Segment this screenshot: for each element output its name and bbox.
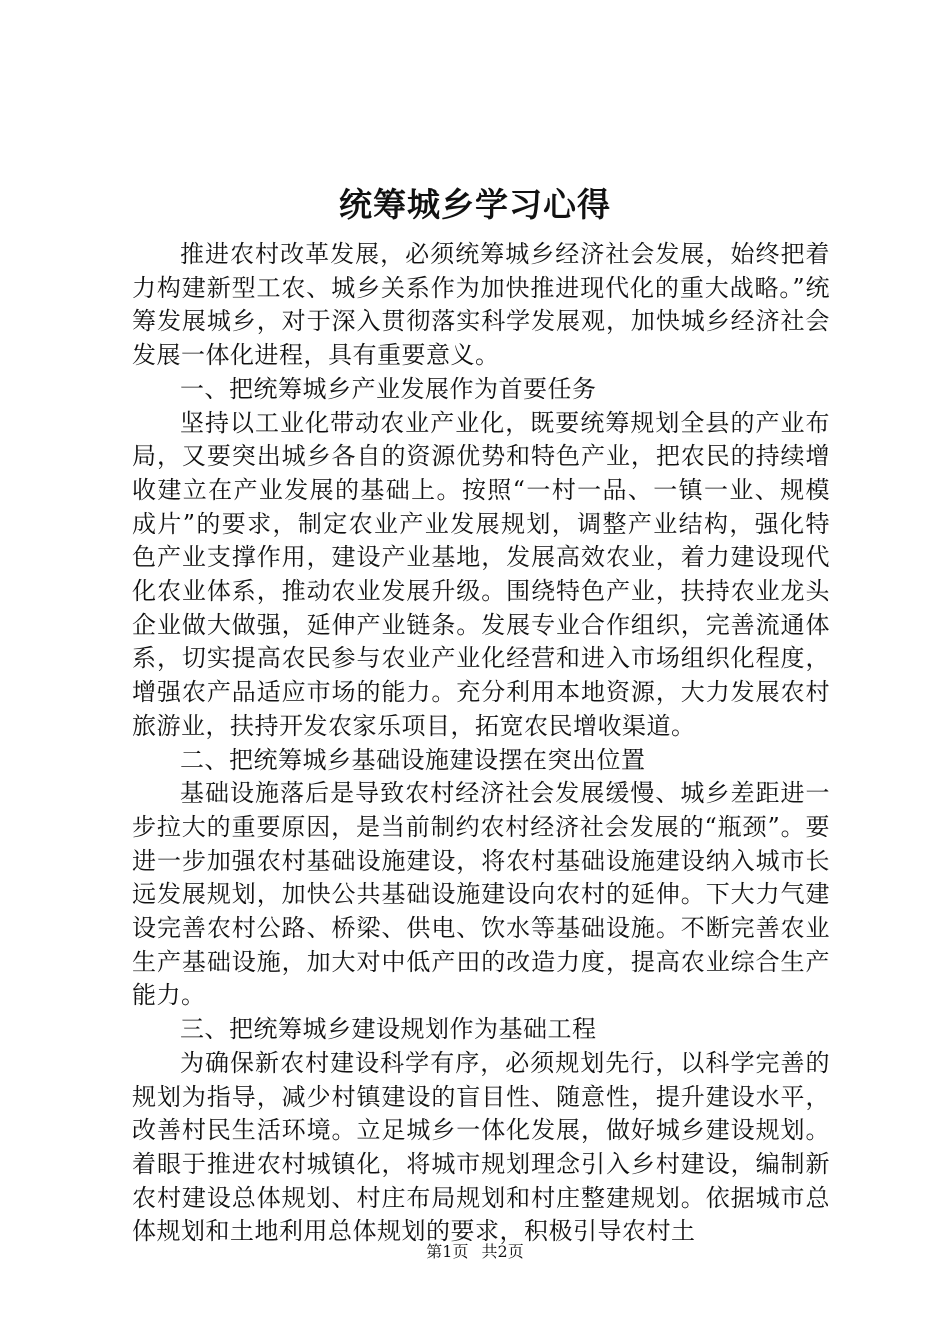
paragraph-section-3: 为确保新农村建设科学有序，必须规划先行，以科学完善的规划为指导，减少村镇建设的盲目性、随意性，提升建设水平，改善村民生活环境。立足城乡一体化发展，做好城乡建设规划。着眼于推进农村城镇化，将城市规划理念引入乡村建设，编制新农村建设总体规划、村庄布局规划和村庄整建规划。依据城市总体规划和土地利用总体规划的要求，积极引导农村土 (132, 1048, 830, 1246)
paragraph-section-2: 基础设施落后是导致农村经济社会发展缓慢、城乡差距进一步拉大的重要原因，是当前制约农村经济社会发展的“瓶颈”。要进一步加强农村基础设施建设，将农村基础设施建设纳入城市长远发展规划，加快公共基础设施建设向农村的延伸。下大力气建设完善农村公路、桥梁、供电、饮水等基础设施。不断完善农业生产基础设施，加大对中低产田的改造力度，提高农业综合生产能力。 (132, 779, 830, 1010)
paragraph-section-1: 坚持以工业化带动农业产业化，既要统筹规划全县的产业布局，又要突出城乡各自的资源优势和特色产业，把农民的持续增收建立在产业发展的基础上。按照“一村一品、一镇一业、规模成片”的要求，制定农业产业发展规划，调整产业结构，强化特色产业支撑作用，建设产业基地，发展高效农业，着力建设现代化农业体系，推动农业发展升级。围绕特色产业，扶持农业龙头企业做大做强，延伸产业链条。发展专业合作组织，完善流通体系，切实提高农民参与农业产业化经营和进入市场组织化程度，增强农产品适应市场的能力。充分利用本地资源，大力发展农村旅游业，扶持开发农家乐项目，拓宽农民增收渠道。 (132, 408, 830, 740)
page-number-total: 共2页 (481, 1242, 524, 1261)
page-footer (0, 1240, 950, 1264)
document-title: 统筹城乡学习心得 (339, 185, 611, 224)
document-body (132, 238, 830, 1249)
page-number-current: 第1页 (426, 1242, 469, 1261)
section-heading-2: 二、把统筹城乡基础设施建设摆在突出位置 (180, 745, 646, 774)
section-heading-1: 一、把统筹城乡产业发展作为首要任务 (180, 374, 597, 403)
section-heading-3: 三、把统筹城乡建设规划作为基础工程 (180, 1015, 597, 1044)
paragraph-intro: 推进农村改革发展，必须统筹城乡经济社会发展，始终把着力构建新型工农、城乡关系作为加快推进现代化的重大战略。”统筹发展城乡，对于深入贯彻落实科学发展观，加快城乡经济社会发展一体化进程，具有重要意义。 (132, 240, 830, 370)
